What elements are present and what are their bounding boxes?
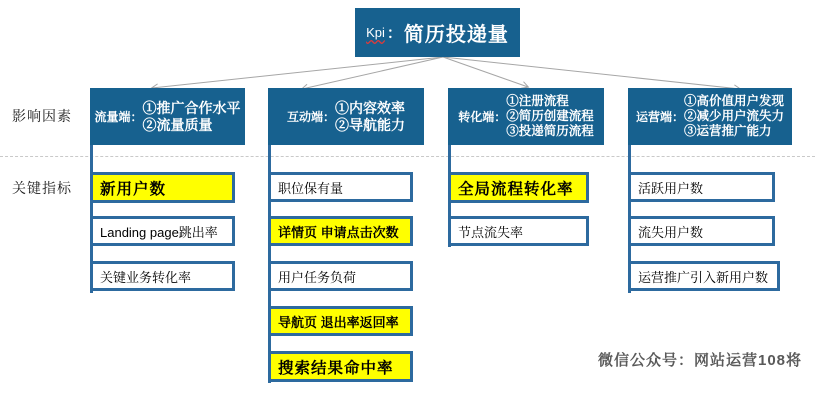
column-header-interaction — [268, 88, 424, 145]
metric-global-process-conversion-rate: 全局流程转化率 — [448, 172, 589, 203]
metric-ops-promo-new-users: 运营推广引入新用户数 — [628, 261, 780, 291]
section-divider-dashed-line — [0, 156, 815, 157]
kpi-title: 简历投递量 — [403, 24, 509, 46]
column-header-label: 运营端： — [635, 110, 684, 124]
metric-detail-page-apply-clicks: 详情页 申请点击次数 — [268, 216, 413, 246]
metric-nav-page-exit-return-rate: 导航页 退出率返回率 — [268, 306, 413, 336]
column-header-operations — [628, 88, 792, 145]
column-header-label: 互动端： — [286, 110, 335, 124]
metric-key-business-conversion-rate: 关键业务转化率 — [90, 261, 235, 291]
metric-new-user-count: 新用户数 — [90, 172, 235, 203]
column-header-items: ①内容效率 ②导航能力 — [335, 99, 405, 133]
metric-node-churn-rate: 节点流失率 — [448, 216, 589, 246]
column-header-label: 转化端： — [458, 110, 507, 124]
metric-job-inventory: 职位保有量 — [268, 172, 413, 202]
column-header-conversion — [448, 88, 604, 145]
column-header-items: ①高价值用户发现 ②减少用户流失力 ③运营推广能力 — [684, 94, 785, 138]
metric-active-users: 活跃用户数 — [628, 172, 775, 202]
metric-search-result-hit-rate: 搜索结果命中率 — [268, 351, 413, 382]
kpi-separator: ： — [386, 25, 402, 42]
column-header-items: ①推广合作水平 ②流量质量 — [142, 99, 241, 133]
column-header-items: ①注册流程 ②简历创建流程 ③投递简历流程 — [506, 94, 594, 138]
metric-churned-users: 流失用户数 — [628, 216, 775, 246]
column-header-traffic — [90, 88, 245, 145]
row-label-influencing-factors: 影响因素 — [12, 108, 72, 124]
column-header-label: 流量端： — [94, 110, 143, 124]
row-label-key-metrics: 关键指标 — [12, 180, 72, 196]
metric-user-task-load: 用户任务负荷 — [268, 261, 413, 291]
kpi-box — [355, 8, 520, 57]
metric-landing-page-bounce-rate: Landing page跳出率 — [90, 216, 235, 246]
wechat-account-label: 微信公众号：网站运营108将 — [598, 352, 803, 369]
kpi-prefix: Kpi — [366, 25, 385, 40]
